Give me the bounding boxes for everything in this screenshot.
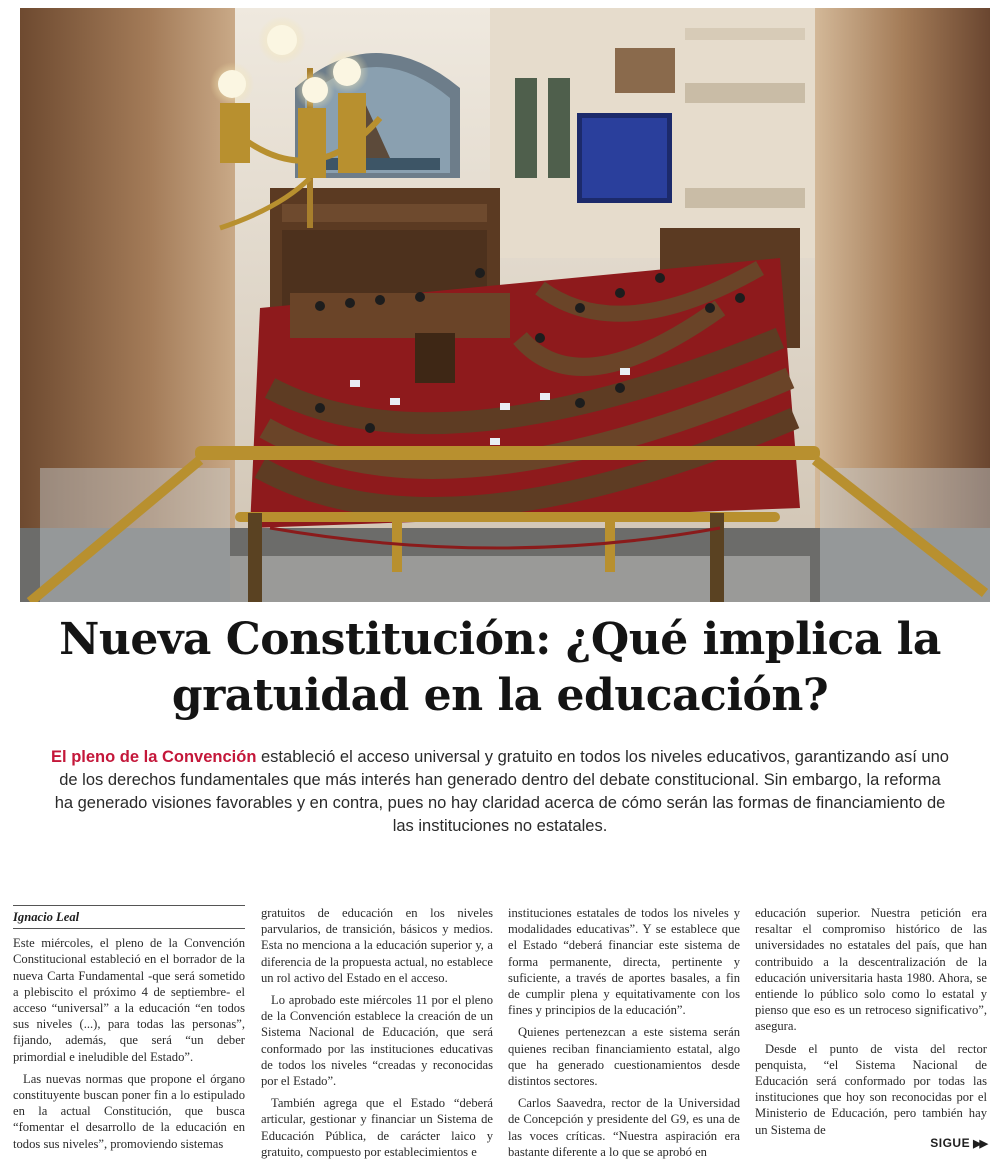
lead-kicker: El pleno de la Convención — [51, 748, 257, 766]
byline-rule — [13, 905, 245, 929]
column-3 — [508, 905, 740, 1166]
double-play-arrow-icon: ▶▶ — [973, 1138, 986, 1150]
paragraph: Las nuevas normas que propone el órgano constituyente buscan poner fin a lo estipulado en la actual Constitución, que busca “fomentar el desarrollo de la educación en todos sus niveles”, promoviendo sistemas — [13, 1071, 245, 1151]
lead-paragraph — [48, 746, 952, 838]
article-body — [13, 905, 990, 1159]
byline: Ignacio Leal — [13, 910, 80, 924]
column-2 — [261, 905, 493, 1166]
paragraph: Quienes pertenezcan a este sistema serán quienes reciban financiamiento estatal, algo que ha generado cuestionamientos desde distintos sectores. — [508, 1025, 740, 1089]
parliament-chamber-photo — [20, 8, 990, 602]
article-photo — [20, 8, 990, 602]
paragraph: Este miércoles, el pleno de la Convención Constitucional estableció en el borrador de la nueva Carta Fundamental -que será sometido a plebiscito el próximo 4 de septiembre- el acceso “universal” a la educación “en todos sus niveles (...), para todas las personas”, fijando, además, que será “un deber primordial e ineludible del Estado”. — [13, 936, 245, 1064]
headline — [20, 612, 980, 724]
column-1 — [13, 905, 245, 1158]
paragraph: Desde el punto de vista del rector penquista, “el Sistema Nacional de Educación será conformado por todas las instituciones que hoy son reconocidas por el Ministerio de Educación, pero también hay un Sistema de — [755, 1041, 987, 1137]
headline-line-2: gratuidad en la educación? — [171, 670, 829, 721]
headline-line-1: Nueva Constitución: ¿Qué implica la — [59, 614, 941, 665]
paragraph: Lo aprobado este miércoles 11 por el pleno de la Convención establece la creación de un Sistema Nacional de Educación, que será conformado por las instituciones educativas de todos los niveles “creadas y reconocidas por el Estado”. — [261, 993, 493, 1089]
paragraph: gratuitos de educación en los niveles parvularios, de transición, básicos y medios. Esta no menciona a la educación superior y, a diferencia de la propuesta actual, no establece un rol activo del Estado en el acceso. — [261, 906, 493, 985]
paragraph: instituciones estatales de todos los niveles y modalidades educativas”. Y se establece que el Estado “deberá financiar este sistema de forma permanente, directa, pertinente y suficiente, a través de aportes basales, a fin de cumplir plena y equitativamente con los fines y principios de la educación”. — [508, 906, 740, 1018]
column-4 — [755, 905, 987, 1144]
paragraph: educación superior. Nuestra petición era resaltar el compromiso histórico de las universidades no estatales del país, que han contribuido a la descentralización de la educación universitaria hasta 1980. Ahora, se entiende lo público solo como lo estatal y pienso que eso es un retroceso significativo”, asegura. — [755, 906, 987, 1034]
continue-marker — [930, 1136, 986, 1150]
paragraph: También agrega que el Estado “deberá articular, gestionar y financiar un Sistema de Educación Pública, de carácter laico y gratuito, compuesto por establecimientos e — [261, 1096, 493, 1159]
paragraph: Carlos Saavedra, rector de la Universidad de Concepción y presidente del G9, es una de las voces críticas. “Nuestra aspiración era bastante diferente a lo que se aprobó en — [508, 1096, 740, 1159]
continue-label: SIGUE — [930, 1136, 971, 1150]
lead-text: estableció el acceso universal y gratuito en todos los niveles educativos, garantizando así uno de los derechos fundamentales que más interés han generado dentro del debate constitucional. Sin embargo, la reforma ha generado visiones favorables y en contra, pues no hay claridad acerca de cómo serán las formas de financiamiento de las instituciones no estatales. — [54, 748, 949, 835]
